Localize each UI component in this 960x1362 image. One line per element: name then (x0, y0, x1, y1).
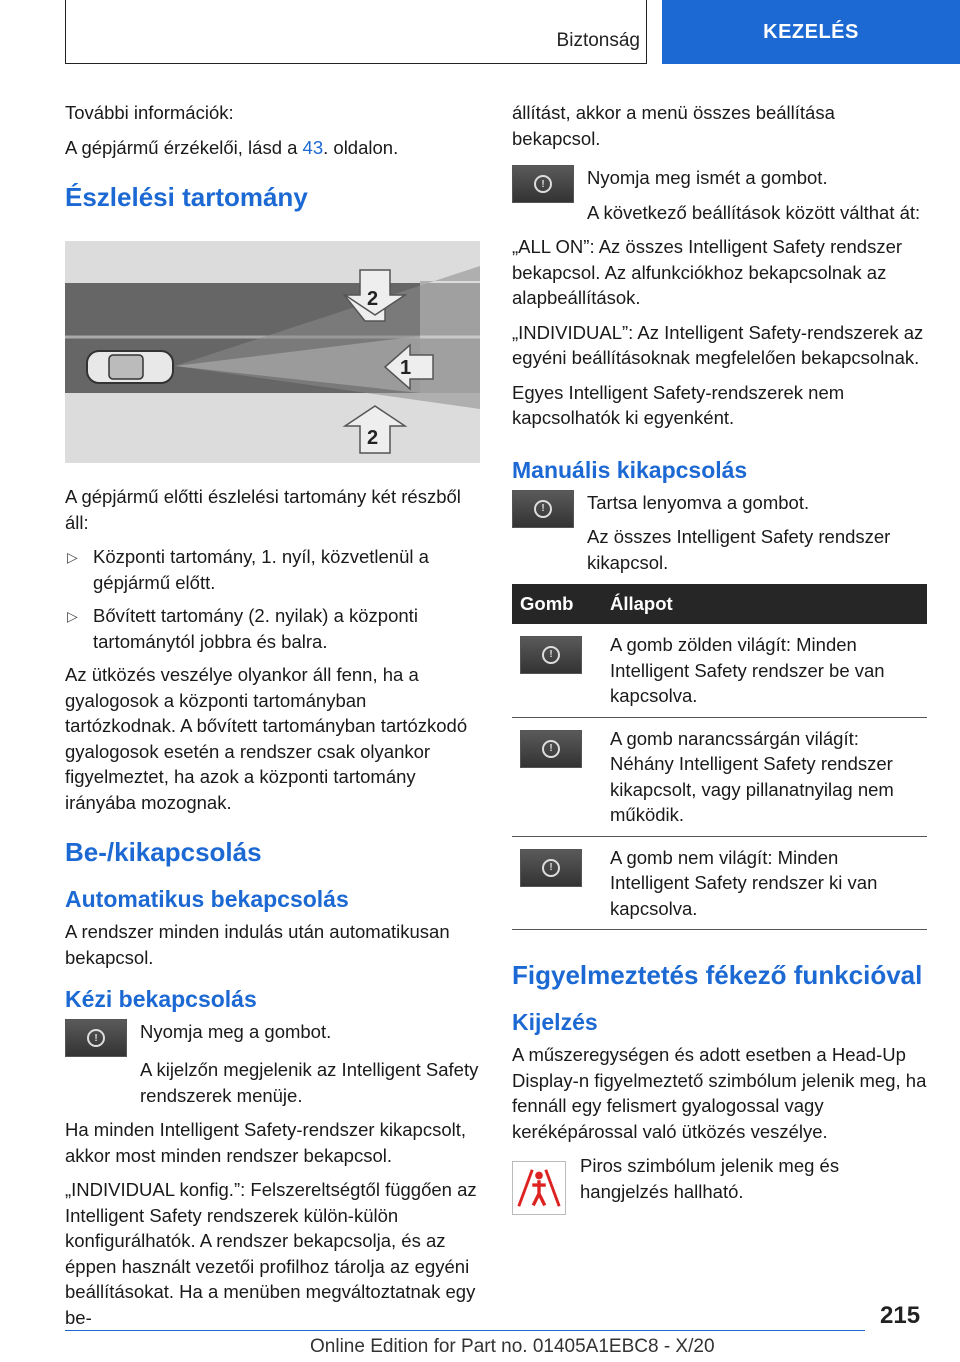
left-column (65, 100, 480, 1339)
button-state-table (512, 584, 927, 930)
continued-text: állítást, akkor a menü összes beállítása bekapcsol. (512, 102, 835, 149)
red-symbol-text: Piros szimbólum jelenik meg és hangjelzés hallható. (580, 1155, 840, 1202)
safety-button-icon: ! (512, 165, 574, 203)
menu-text: A kijelzőn megjelenik az Intelligent Safety rendszerek menüje. (140, 1059, 479, 1106)
heading-detection-range: Észlelési tartomány (65, 182, 308, 212)
individual-config-text: „INDIVIDUAL konfig.”: Felszereltségtől függően az Intelligent Safety rendszerek külön-külön konfigurálhatók. A rendszer bekapcsolja, és az éppen használt vezetői profilhoz tárolja az egyéni beállításokat. Ha a menüben megváltoztatnak egy be- (65, 1179, 477, 1328)
safety-button-icon: ! (65, 1019, 127, 1057)
heading-manual-on: Kézi bekapcsolás (65, 986, 257, 1012)
heading-on-off: Be-/kikapcsolás (65, 837, 262, 867)
edition-text: Online Edition for Part no. 01405A1EBC8 - X/20 (310, 1336, 715, 1357)
safety-button-icon: ! (520, 636, 582, 674)
page-link[interactable]: 43 (302, 136, 324, 158)
triangle-bullet-icon: ▷ (67, 549, 78, 565)
detection-intro: A gépjármű előtti észlelési tartomány két részből áll: (65, 486, 461, 533)
collision-text: Az ütközés veszélye olyankor áll fenn, ha a gyalogosok a központi tartományban tartózkodnak. A bővített tartományban tartózkodó gyalogosok esetén a rendszer csak olyankor figyelmeztet, ha azok a központi tartomány irányába mozognak. (65, 664, 468, 813)
press-again-row (512, 165, 927, 225)
svg-text:1: 1 (400, 357, 412, 379)
all-on-text: „ALL ON”: Az összes Intelligent Safety rendszer bekapcsol. Az alfunkciókhoz bekapcsolnak az alapbeállítások. (512, 236, 903, 308)
individual-text: „INDIVIDUAL”: Az Intelligent Safety-rendszerek az egyéni beállításoknak megfelelően bekapcsolnak. (512, 321, 924, 368)
not-individual-text: Egyes Intelligent Safety-rendszerek nem kapcsolhatók ki egyenként. (512, 381, 845, 428)
table-header-button: Gomb (512, 584, 602, 624)
safety-button-icon: ! (512, 490, 574, 528)
header-section-title: Biztonság (556, 30, 640, 51)
pedestrian-warning-icon (512, 1161, 566, 1215)
more-info-label: További információk: (65, 102, 234, 123)
switch-options-text: A következő beállítások között válthat át: (587, 201, 921, 223)
footer-rule (65, 1330, 865, 1331)
table-row: ! A gomb nem világít: Minden Intelligent Safety rendszer ki van kapcsolva. (512, 836, 927, 930)
table-row: ! A gomb zölden világít: Minden Intelligent Safety rendszer be van kapcsolva. (512, 624, 927, 717)
display-text: A műszeregységen és adott esetben a Head-Up Display-n figyelmeztető szimbólum jelenik meg, ha fennáll egy felismert gyalogossal vagy keréképárossal való ütközés veszélye. (512, 1044, 927, 1142)
heading-manual-off: Manuális kikapcsolás (512, 456, 748, 483)
safety-button-icon: ! (520, 849, 582, 887)
list-item: ▷ Bővített tartomány (2. nyilak) a központi tartománytól jobbra és balra. (67, 605, 418, 652)
page-number: 215 (880, 1302, 921, 1329)
right-column (512, 100, 927, 1213)
heading-display: Kijelzés (512, 1009, 598, 1035)
press-button-row (65, 1019, 480, 1061)
svg-text:2: 2 (367, 288, 379, 310)
sensors-reference: A gépjármű érzékelői, lásd a 43. oldalon. (65, 136, 399, 158)
header-chapter-tab[interactable]: KEZELÉS (662, 0, 960, 64)
press-again-text: Nyomja meg ismét a gombot. (587, 167, 828, 188)
hold-button-row (512, 490, 927, 576)
list-item: ▷ Központi tartomány, 1. nyíl, közvetlenül a gépjármű előtt. (67, 546, 429, 593)
all-off-text: Ha minden Intelligent Safety-rendszer kikapcsolt, akkor most minden rendszer bekapcsol. (65, 1119, 467, 1166)
table-row: ! A gomb narancssárgán világít: Néhány Intelligent Safety rendszer kikapcsolt, vagy pillanatnyilag nem működik. (512, 717, 927, 836)
heading-warning-brake: Figyelmeztetés fékező funkcióval (512, 960, 923, 990)
table-header-state: Állapot (602, 584, 927, 624)
red-symbol-row (512, 1153, 927, 1213)
detection-range-figure (65, 241, 480, 463)
svg-text:2: 2 (367, 427, 379, 449)
auto-text: A rendszer minden indulás után automatikusan bekapcsol. (65, 921, 450, 968)
safety-button-icon: ! (520, 730, 582, 768)
triangle-bullet-icon: ▷ (67, 608, 78, 624)
detection-bullets (65, 544, 480, 654)
press-button-text: Nyomja meg a gombot. (140, 1021, 332, 1042)
heading-auto-on: Automatikus bekapcsolás (65, 886, 349, 912)
car-icon (87, 351, 173, 383)
hold-button-text: Tartsa lenyomva a gombot. (587, 491, 810, 513)
all-off-result: Az összes Intelligent Safety rendszer kikapcsol. (587, 526, 891, 573)
